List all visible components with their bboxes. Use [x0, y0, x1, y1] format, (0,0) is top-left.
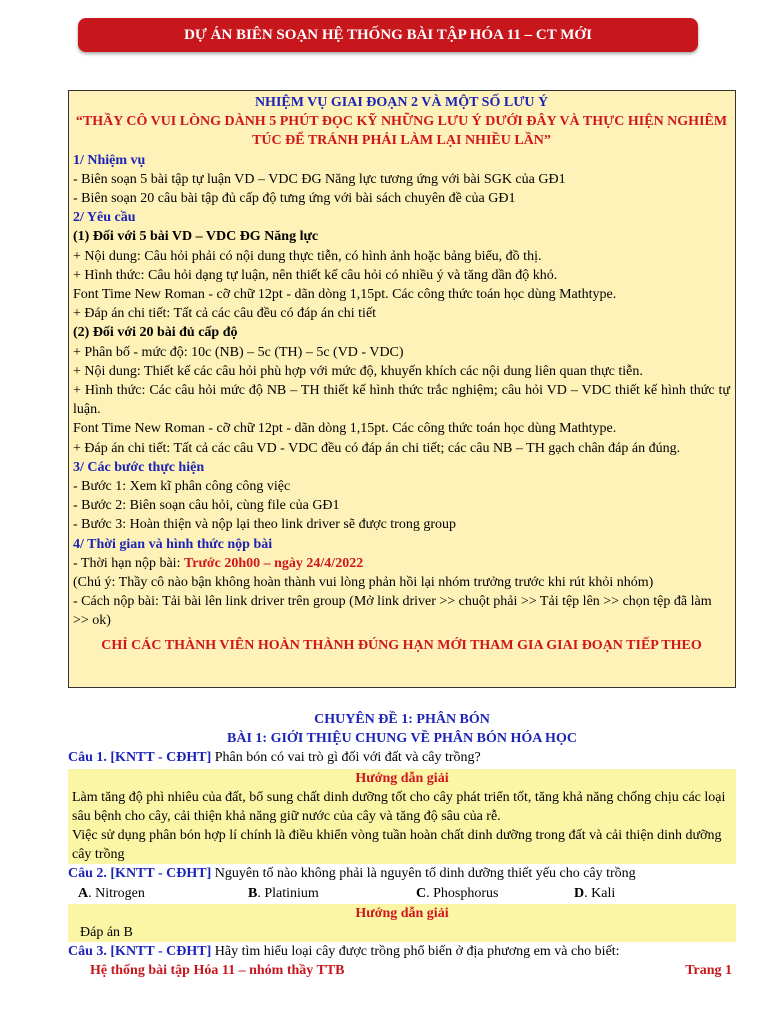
section-2a-item: + Đáp án chi tiết: Tất cả các câu đều có đáp án chi tiết [73, 306, 377, 322]
option-c: C. Phosphorus [416, 885, 499, 901]
notice-heading: NHIỆM VỤ GIAI ĐOẠN 2 VÀ MỘT SỐ LƯU Ý [254, 95, 549, 110]
page-number: Trang 1 [685, 963, 732, 978]
solution-heading: Hướng dẫn giải [68, 769, 736, 788]
section-4-title: 4/ Thời gian và hình thức nộp bài [73, 536, 273, 552]
lesson-title: BÀI 1: GIỚI THIỆU CHUNG VỀ PHÂN BÓN HÓA HỌC [227, 731, 577, 747]
section-3-item: - Bước 2: Biên soạn câu hỏi, cùng file của GĐ1 [73, 498, 340, 514]
page-footer [90, 963, 732, 979]
section-1-item: - Biên soạn 5 bài tập tự luận VD – VDC ĐG Năng lực tương ứng với bài SGK của GĐ1 [73, 171, 566, 187]
final-warning: CHỈ CÁC THÀNH VIÊN HOÀN THÀNH ĐÚNG HẠN MỚI THAM GIA GIAI ĐOẠN TIẾP THEO [101, 637, 702, 653]
question-text: Hãy tìm hiểu loại cây được trồng phổ biến ở địa phương em và cho biết: [211, 944, 620, 960]
footer-left: Hệ thống bài tập Hóa 11 – nhóm thầy TTB [90, 963, 345, 978]
section-3-item: - Bước 3: Hoàn thiện và nộp lại theo link driver sẽ được trong group [73, 517, 457, 533]
section-1-title: 1/ Nhiệm vụ [73, 152, 146, 168]
section-2a-title: (1) Đối với 5 bài VD – VDC ĐG Năng lực [73, 229, 319, 245]
solution-paragraph: Việc sử dụng phân bón hợp lí chính là điều khiển vòng tuần hoàn chất dinh dưỡng trong đất và cải thiện dinh dưỡng cây trồng [72, 828, 722, 863]
section-3-title: 3/ Các bước thực hiện [73, 459, 205, 475]
question-3 [68, 942, 736, 961]
section-2a-item: Font Time New Roman - cỡ chữ 12pt - dãn dòng 1,15pt. Các công thức toán học dùng Mathtype. [73, 287, 617, 303]
section-2a-item: + Nội dung: Câu hỏi phải có nội dung thực tiễn, có hình ảnh hoặc bảng biểu, đồ thị. [73, 248, 542, 264]
solution-answer: Đáp án B [80, 924, 133, 940]
task-notice-box [68, 90, 736, 688]
document-banner [78, 18, 698, 52]
section-1-item: - Biên soạn 20 câu bài tập đủ cấp độ tưng ứng với bài sách chuyên đề của GĐ1 [73, 191, 516, 207]
question-text: Phân bón có vai trò gì đối với đất và cây trồng? [211, 750, 481, 766]
option-d: D. Kali [574, 885, 616, 901]
solution-body [68, 788, 736, 865]
question-label: Câu 1. [KNTT - CĐHT] [68, 750, 212, 766]
notice-quote: “THẦY CÔ VUI LÒNG DÀNH 5 PHÚT ĐỌC KỸ NHỮNG LƯU Ý DƯỚI ĐÂY VÀ THỰC HIỆN NGHIÊM TÚC ĐỂ TRÁNH PHẢI LÀM LẠI NHIỀU LẦN” [75, 114, 728, 149]
section-2b-item: + Đáp án chi tiết: Tất cả các câu VD - VDC đều có đáp án chi tiết; các câu NB – TH gạch chân đáp án đúng. [73, 440, 681, 456]
section-3-item: - Bước 1: Xem kĩ phân công công việc [73, 479, 291, 495]
section-4-note: (Chú ý: Thầy cô nào bận không hoàn thành vui lòng phản hồi lại nhóm trưởng trước khi rút khỏi nhóm) [73, 575, 654, 591]
topic-title: CHUYÊN ĐỀ 1: PHÂN BÓN [314, 712, 490, 727]
banner-title: DỰ ÁN BIÊN SOẠN HỆ THỐNG BÀI TẬP HÓA 11 – CT MỚI [184, 26, 592, 43]
section-2b-item: Font Time New Roman - cỡ chữ 12pt - dãn dòng 1,15pt. Các công thức toán học dùng Mathtype. [73, 421, 617, 437]
solution-paragraph: Làm tăng độ phì nhiêu của đất, bổ sung chất dinh dưỡng tốt cho cây phát triển tốt, tăng khả năng chống chịu các loại sâu bệnh cho cây, cải thiện khả năng giữ nước của cây và tăng độ sâu của rễ. [72, 789, 726, 824]
question-label: Câu 2. [KNTT - CĐHT] [68, 866, 212, 882]
solution-body [68, 923, 736, 942]
question-text: Nguyên tố nào không phải là nguyên tố dinh dưỡng thiết yếu cho cây trồng [211, 866, 636, 882]
section-2b-item: + Nội dung: Thiết kế các câu hỏi phù hợp với mức độ, khuyến khích các nội dung liên quan thực tiễn. [73, 363, 643, 379]
document-content [68, 710, 736, 961]
deadline-line [73, 554, 730, 573]
section-4-method: - Cách nộp bài: Tải bài lên link driver trên group (Mở link driver >> chuột phải >> Tải tệp lên >> chọn tệp đã làm >> ok) [73, 594, 712, 629]
section-2-title: 2/ Yêu cầu [73, 210, 136, 226]
section-2b-item: + Hình thức: Các câu hỏi mức độ NB – TH thiết kế hình thức trắc nghiệm; câu hỏi VD – VDC thiết kế hình thức tự luận. [73, 383, 730, 418]
question-1 [68, 748, 736, 767]
section-2a-item: + Hình thức: Câu hỏi dạng tự luận, nên thiết kế câu hỏi có nhiều ý và tăng dần độ khó. [73, 267, 558, 283]
solution-heading: Hướng dẫn giải [68, 904, 736, 923]
option-b: B. Platinium [248, 885, 319, 901]
section-2b-title: (2) Đối với 20 bài đủ cấp độ [73, 325, 238, 341]
question-2 [68, 864, 736, 883]
deadline-label: - Thời hạn nộp bài: [73, 555, 184, 571]
answer-options [68, 884, 736, 903]
section-2b-item: + Phân bố - mức độ: 10c (NB) – 5c (TH) – 5c (VD - VDC) [73, 344, 404, 360]
option-a: A. Nitrogen [78, 885, 145, 901]
question-label: Câu 3. [KNTT - CĐHT] [68, 944, 212, 960]
deadline-value: Trước 20h00 – ngày 24/4/2022 [183, 555, 364, 571]
